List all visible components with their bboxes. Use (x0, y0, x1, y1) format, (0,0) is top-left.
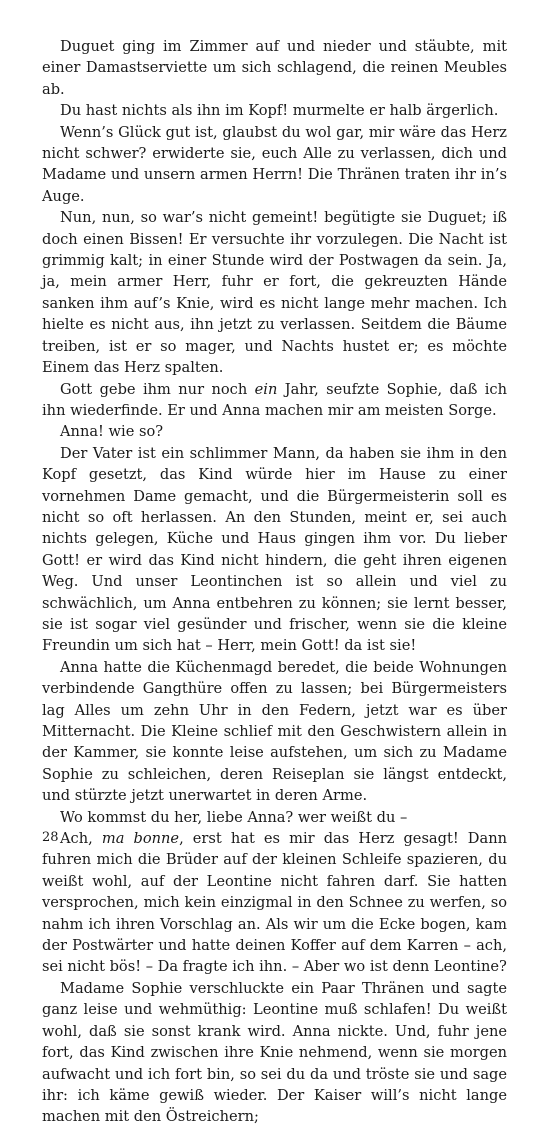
page-text (42, 36, 507, 1128)
paragraph-10 (42, 828, 507, 978)
paragraph-8-text: Anna hatte die Küchenmagd beredet, die beide Wohnungen verbindende Gangthüre offen zu lassen; bei Bürgermeisters lag Alles um zehn Uhr in den Federn, jetzt war es über Mitternacht. Die Kleine schlief mit den Geschwistern allein in der Kammer, sie konnte leise aufstehen, um sich zu Madame Sophie zu schleichen, deren Reiseplan sie längst entdeckt, und stürzte jetzt unerwartet in deren Arme. (42, 658, 507, 805)
paragraph-9 (42, 807, 507, 828)
paragraph-9-text: Wo kommst du her, liebe Anna? wer weißt du – (60, 808, 408, 826)
paragraph-1-text: Duguet ging im Zimmer auf und nieder und stäubte, mit einer Damastserviette um sich schlagend, die reinen Meubles ab. (42, 38, 507, 98)
paragraph-8 (42, 657, 507, 807)
paragraph-7-text: Der Vater ist ein schlimmer Mann, da haben sie ihm in den Kopf gesetzt, das Kind würde hier im Hause zu einer vornehmen Dame gemacht, und die Bürgermeisterin soll es nicht so oft herlassen. An den Stunden, meint er, sei auch nichts gelegen, Küche und Haus gingen ihm vor. Du lieber Gott! er wird das Kind nicht hindern, die geht ihren eigenen Weg. Und unser Leontinchen ist so allein und viel zu schwächlich, um Anna entbehren zu können; sie lernt besser, sie ist sogar viel gesünder und frischer, wenn sie die kleine Freundin um sich hat – Herr, mein Gott! da ist sie! (42, 444, 507, 655)
page-number: 28 (42, 830, 59, 845)
paragraph-1 (42, 36, 507, 100)
paragraph-4 (42, 207, 507, 378)
paragraph-10-emphasis: ma bonne (101, 830, 180, 848)
paragraph-5-text-a: Gott gebe ihm nur noch (60, 380, 255, 398)
paragraph-6-text: Anna! wie so? (60, 423, 164, 441)
paragraph-5-text-b: Jahr, seufzte Sophie, daß ich ihn wiederfinde. Er und Anna machen mir am meisten Sorge. (42, 380, 507, 419)
paragraph-3-text: Wenn’s Glück gut ist, glaubst du wol gar, mir wäre das Herz nicht schwer? erwiderte sie, euch Alle zu verlassen, dich und Madame und unsern armen Herrn! Die Thränen traten ihr in’s Auge. (42, 123, 507, 205)
paragraph-5-emphasis: ein (254, 380, 278, 398)
paragraph-11 (42, 978, 507, 1128)
paragraph-7 (42, 443, 507, 657)
paragraph-2-text: Du hast nichts als ihn im Kopf! murmelte er halb ärgerlich. (60, 102, 499, 120)
paragraph-4-text: Nun, nun, so war’s nicht gemeint! begütigte sie Duguet; iß doch einen Bissen! Er versuchte ihr vorzulegen. Die Nacht ist grimmig kalt; in einer Stunde wird der Postwagen da sein. Ja, ja, mein armer Herr, fuhr er fort, die gekreuzten Hände sanken ihm auf’s Knie, wird es nicht lange mehr machen. Ich hielte es nicht aus, ihn jetzt zu verlassen. Seitdem die Bäume treiben, ist er so mager, und Nachts hustet er; es möchte Einem das Herz spalten. (42, 209, 507, 377)
paragraph-10-text-a: Ach, (60, 830, 102, 848)
paragraph-5 (42, 379, 507, 422)
paragraph-10-text-b: , erst hat es mir das Herz gesagt! Dann fuhren mich die Brüder auf der kleinen Schleife spazieren, du weißt wohl, auf der Leontine nicht fahren darf. Sie hatten versprochen, mich kein einzigmal in den Schnee zu werfen, so nahm ich ihren Vorschlag an. Als wir um die Ecke bogen, kam der Postwärter und hatte deinen Koffer auf dem Karren – ach, sei nicht bös! – Da fragte ich ihn. – Aber wo ist denn Leontine? (42, 830, 508, 976)
paragraph-3 (42, 122, 507, 208)
paragraph-11-text: Madame Sophie verschluckte ein Paar Thränen und sagte ganz leise und wehmüthig: Leontine muß schlafen! Du weißt wohl, daß sie sonst krank wird. Anna nickte. Und, fuhr jene fort, das Kind zwischen ihre Knie nehmend, wenn sie morgen aufwacht und ich fort bin, so sei du da und tröste sie und sage ihr: ich käme gewiß wieder. Der Kaiser will’s nicht lange machen mit den Östreichern; (42, 979, 507, 1126)
paragraph-2 (42, 100, 507, 121)
paragraph-6 (42, 421, 507, 442)
